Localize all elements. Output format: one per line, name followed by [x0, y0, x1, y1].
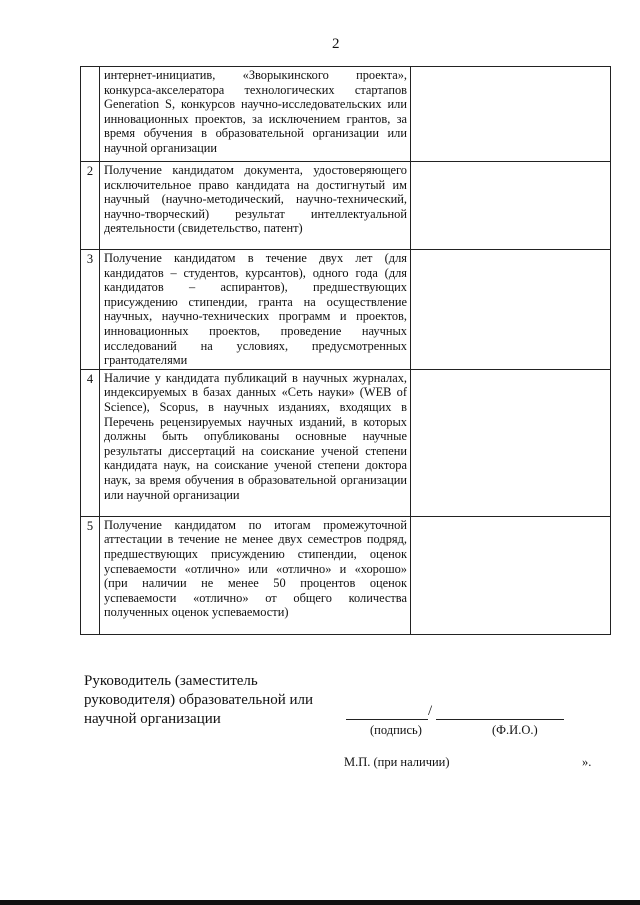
criterion-text: Наличие у кандидата публикаций в научных журналах, индексируемых в базах данных «Сеть науки» (WEB of Science), Scopus, в научных изданиях, входящих в Перечень рецензируемых научных изданий, в которых должны быть опубликованы основные научные результаты диссертаций на соискание ученой степени кандидата наук, на соискание ученой степени доктора наук, за время обучения в образовательной организации или научной организации — [100, 369, 411, 516]
signature-slash: / — [428, 703, 433, 719]
signature-caption: (подпись) — [370, 723, 422, 737]
signature-title-line3: научной организации — [84, 711, 221, 727]
table-row — [81, 67, 611, 162]
row-number: 5 — [81, 516, 100, 634]
name-line — [436, 719, 564, 720]
signature-block — [84, 672, 313, 729]
criterion-value-cell — [411, 67, 611, 162]
criterion-text: интернет-инициатив, «Зворыкинского проекта», конкурса-акселератора технологических стартапов Generation S, конкурсов научно-исследовательских или инновационных проектов, за исключением грантов, за время обучения в образовательной организации или научной организации — [100, 67, 411, 162]
row-number: 4 — [81, 369, 100, 516]
criterion-text: Получение кандидатом по итогам промежуточной аттестации в течение не менее двух семестров подряд, предшествующих присуждению стипендии, оценок успеваемости «отлично» или «отлично» и «хорошо» (при наличии не менее 50 процентов оценок успеваемости «отлично» от общего количества полученных оценок успеваемости) — [100, 516, 411, 634]
criteria-table — [80, 66, 611, 635]
table-row — [81, 250, 611, 370]
table-row — [81, 516, 611, 634]
criterion-value-cell — [411, 516, 611, 634]
row-number: 3 — [81, 250, 100, 370]
signature-title-line1: Руководитель (заместитель — [84, 673, 258, 689]
scan-edge — [0, 900, 640, 905]
signature-title-line2: руководителя) образовательной или — [84, 692, 314, 708]
criterion-value-cell — [411, 250, 611, 370]
table-row — [81, 369, 611, 516]
signature-line — [346, 719, 428, 720]
name-caption: (Ф.И.О.) — [492, 723, 538, 737]
criterion-text: Получение кандидатом в течение двух лет (для кандидатов – студентов, курсантов), одного года (для кандидатов – аспирантов), предшествующих присуждению стипендии, гранта на осуществление научных, научно-технических программ и проектов, инновационных проектов, проведение научных исследований на условиях, предусмотренных грантодателями — [100, 250, 411, 370]
page-number: 2 — [332, 36, 340, 52]
row-number — [81, 67, 100, 162]
stamp-label: М.П. (при наличии) — [344, 755, 450, 769]
criterion-text: Получение кандидатом документа, удостоверяющего исключительное право кандидата на достигнутый им научный (научно-методический, научно-технический, научно-творческий) результат интеллектуальной деятельности (свидетельство, патент) — [100, 162, 411, 250]
table-row — [81, 162, 611, 250]
criterion-value-cell — [411, 162, 611, 250]
criterion-value-cell — [411, 369, 611, 516]
row-number: 2 — [81, 162, 100, 250]
closing-quote: ». — [582, 755, 592, 769]
